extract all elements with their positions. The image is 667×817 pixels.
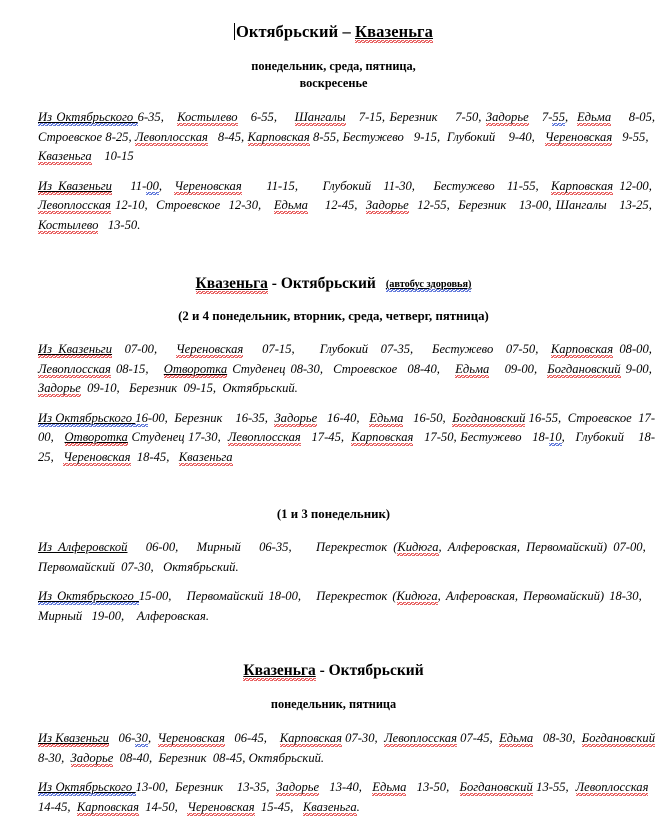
section4-route-morning: Из Квазеньги 06-30, Череновская 06-45, Карповская 07-30, Левоплосская 07-45, Едьма 08-30, Богдановский 8-30, Задорье 08-40, Березник 08-45, Октябрьский. [38,731,656,765]
section1-route-out: Из Октябрьского 6-35, Костылево 6-55, Шангалы 7-15, Березник 7-50, Задорье 7-55, Едьма 8-05, Строевское 8-25, Левоплосская 8-45, Карповская 8-55, Бестужево 9-15, Глубокий 9-40, Череновская 9-55, Квазеньга 10-15 [38,110,656,163]
section1-title-part-a: Октябрьский – [235,22,356,41]
origin-label: Из Октябрьского [38,589,139,603]
section2-days: (2 и 4 понедельник, вторник, среда, четверг, пятница) [178,309,489,323]
section4-route-afternoon: Из Октябрьского 13-00, Березник 13-35, Задорье 13-40, Едьма 13-50, Богдановский 13-55, Левоплосская 14-45, Карповская 14-50, Череновская 15-45, Квазеньга. [38,780,656,814]
origin-label: Из Алферовской [38,540,128,554]
origin-label: Из Квазеньги [38,178,112,193]
section4-title-part-a: Квазеньга [243,662,316,679]
origin-label: Из Октябрьского [38,110,138,124]
section1-route-back: Из Квазеньги 11-00, Череновская 11-15, Глубокий 11-30, Бестужево 11-55, Карповская 12-00, Левоплосская 12-10, Строевское 12-30, Едьма 12-45, Задорье 12-55, Березник 13-00, Шангалы 13-25, Костылево 13-50. [38,178,656,232]
section1-title [0,22,667,42]
section1-title-part-b: Квазеньга [355,22,434,41]
text-caret [234,23,235,40]
section4-days: понедельник, пятница [270,697,397,711]
section1-days-line2: воскресенье [299,76,368,90]
section2-annotation: (автобус здоровья) [385,279,472,290]
origin-label: Из Октябрьского [38,780,136,794]
section3-days: (1 и 3 понедельник) [276,507,391,521]
origin-label: Из Октябрьского [38,410,136,425]
section2-title-part-b: - Октябрьский [267,275,376,292]
section2-title-part-a: Квазеньга [195,275,268,292]
section3-route-out: Из Алферовской 06-00, Мирный 06-35, Перекресток (Кидюга, Алферовская, Первомайский) 07-00, Первомайский 07-30, Октябрьский. [38,540,655,574]
section4-title [0,662,667,680]
section2-title [0,275,667,293]
section2-route-evening: Из Октябрьского 16-00, Березник 16-35, Задорье 16-40, Едьма 16-50, Богдановский 16-55, Строевское 17-00, Отворотка Студенец 17-30, Левоплосская 17-45, Карповская 17-50, Бестужево 18-10, Глубокий 18-25, Череновская 18-45, Квазеньга [38,410,656,464]
section2-route-morning: Из Квазеньги 07-00, Череновская 07-15, Глубокий 07-35, Бестужево 07-50, Карповская 08-00, Левоплосская 08-15, Отворотка Студенец 08-30, Строевское 08-40, Едьма 09-00, Богдановский 9-00, Задорье 09-10, Березник 09-15, Октябрьский. [38,342,656,395]
section3-route-back: Из Октябрьского 15-00, Первомайский 18-00, Перекресток (Кидюга, Алферовская, Первомайский) 18-30, Мирный 19-00, Алферовская. [38,589,655,623]
section4-title-part-b: - Октябрьский [315,662,424,679]
section1-days-line1: понедельник, среда, пятница, [251,59,416,73]
origin-label: Из Квазеньги [38,731,109,745]
origin-label: Из Квазеньги [38,342,113,356]
